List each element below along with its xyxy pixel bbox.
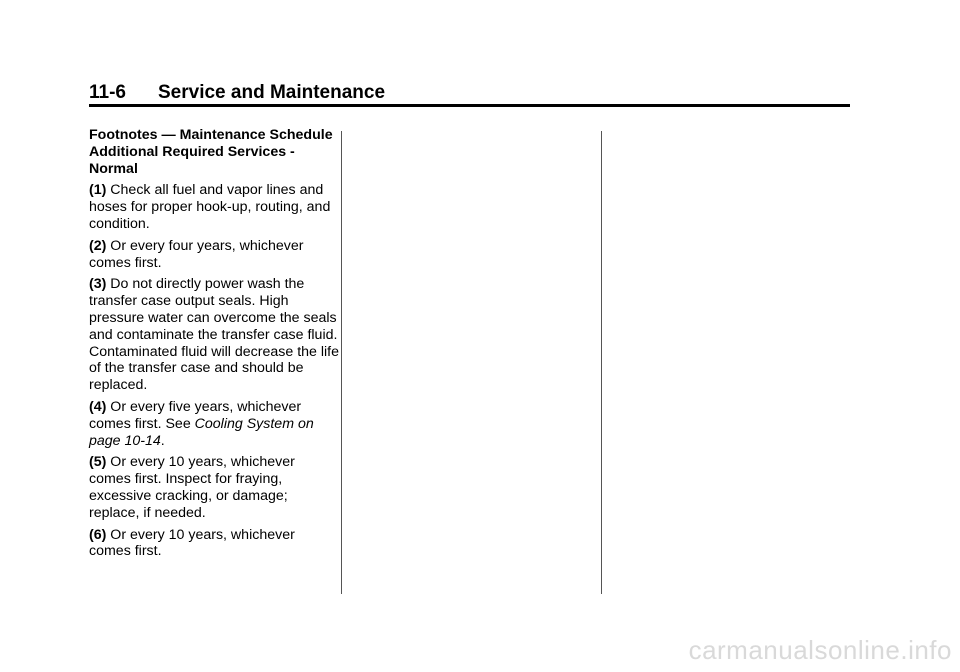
footnote-text: Do not directly power wash the transfer case output seals. High pressure water can overcome the seals and contaminate the transfer case fluid. Contaminated fluid will decrease the life of the transfer case and should be replaced. bbox=[89, 276, 339, 394]
footnote-item bbox=[89, 527, 339, 561]
header-rule bbox=[89, 104, 850, 107]
footnote-number: (6) bbox=[89, 526, 107, 543]
footnote-text: Check all fuel and vapor lines and hoses for proper hook-up, routing, and condition. bbox=[89, 182, 331, 232]
footnote-text: Or every five years, whichever comes first. See bbox=[89, 398, 302, 432]
footnote-text: Or every 10 years, whichever comes first. Inspect for fraying, excessive cracking, or damage; replace, if needed. bbox=[89, 454, 295, 521]
footnote-number: (3) bbox=[89, 276, 107, 293]
footnote-item bbox=[89, 276, 339, 394]
footnote-number: (5) bbox=[89, 454, 107, 471]
footnote-number: (1) bbox=[89, 182, 107, 199]
section-number: 11-6 bbox=[89, 82, 126, 103]
footnotes-heading: Footnotes — Maintenance Schedule Additional Required Services - Normal bbox=[89, 127, 333, 177]
footnote-item bbox=[89, 399, 339, 449]
section-title: Service and Maintenance bbox=[158, 82, 386, 103]
footnotes-column bbox=[89, 127, 339, 565]
column-divider bbox=[601, 131, 602, 594]
footnote-text: Or every 10 years, whichever comes first. bbox=[89, 526, 295, 560]
footnote-item bbox=[89, 182, 339, 232]
footnote-item bbox=[89, 238, 339, 272]
footnote-item bbox=[89, 454, 339, 521]
column-divider bbox=[341, 131, 342, 594]
watermark-text: carmanualsonline.info bbox=[688, 635, 952, 665]
page-title bbox=[89, 82, 385, 104]
footnote-text: Or every four years, whichever comes first. bbox=[89, 237, 304, 271]
cross-reference-link[interactable]: Cooling System on page 10-14 bbox=[89, 415, 314, 449]
footnote-number: (2) bbox=[89, 237, 107, 254]
page-header bbox=[89, 80, 850, 106]
footnote-number: (4) bbox=[89, 398, 107, 415]
footnote-text-end: . bbox=[160, 432, 165, 449]
